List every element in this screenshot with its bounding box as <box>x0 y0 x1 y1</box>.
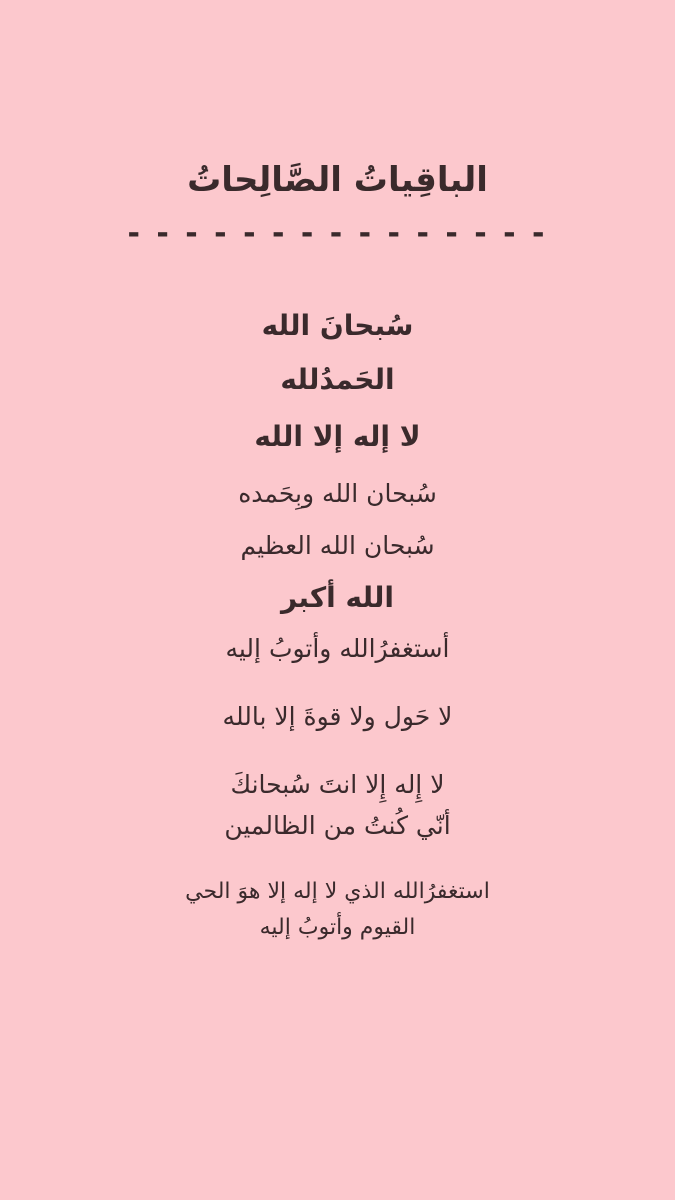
dhikr-line: سُبحان الله وبِحَمده <box>238 479 437 508</box>
dhikr-line: استغفرُالله الذي لا إله إلا هوَ الحي <box>185 879 490 904</box>
dhikr-line: سُبحان الله العظيم <box>240 531 435 560</box>
dhikr-line: الحَمدُلله <box>280 363 395 396</box>
dashed-divider: - - - - - - - - - - - - - - - <box>127 216 548 251</box>
dhikr-line: أستغفرُالله وأتوبُ إليه <box>225 634 450 663</box>
dhikr-line: لا حَول ولا قوةَ إلا بالله <box>222 702 453 731</box>
dhikr-line: سُبحانَ الله <box>261 309 414 342</box>
dhikr-line: لا إِله إِلا انتَ سُبحانكَ <box>230 770 445 799</box>
dhikr-line: القيوم وأتوبُ إليه <box>259 915 416 940</box>
page-title: الباقِياتُ الصَّالِحاتُ <box>187 160 488 200</box>
dhikr-line: لا إله إلا الله <box>254 420 421 453</box>
dhikr-line: الله أكبر <box>281 581 394 614</box>
dhikr-line: أنّي كُنتُ من الظالمين <box>224 811 451 840</box>
